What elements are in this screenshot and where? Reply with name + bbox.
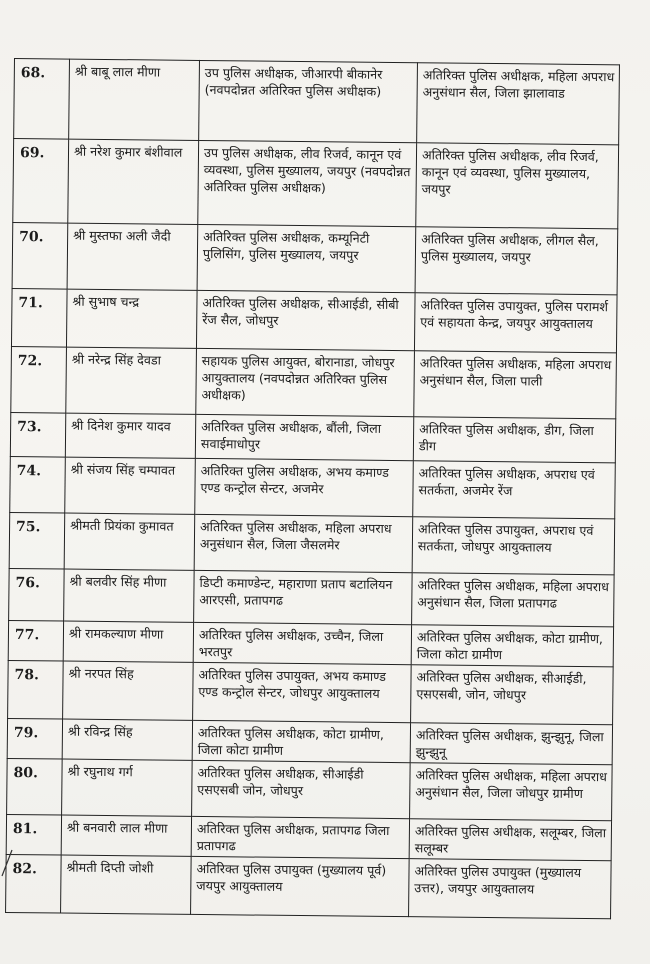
officer-name: श्रीमती प्रियंका कुमावत [64,513,195,570]
serial-number: 79. [7,718,62,759]
new-posting: अतिरिक्त पुलिस अधीक्षक, सलूम्बर, जिला सलूम्बर [409,819,611,861]
table-row [11,346,617,418]
current-posting: अतिरिक्त पुलिस अधीक्षक, बौंली, जिला सवाईमाधोपुर [195,414,413,460]
serial-number: 80. [7,758,63,815]
officer-name: श्रीमती दिप्ती जोशी [61,855,192,914]
serial-number: 72. [11,346,67,413]
new-posting: अतिरिक्त पुलिस उपायुक्त, अपराध एवं सतर्कता, जोधपुर आयुक्तालय [412,517,615,575]
table-row [9,568,615,626]
new-posting: अतिरिक्त पुलिस अधीक्षक, लीव रिजर्व, कानून एवं व्यवस्था, पुलिस मुख्यालय, जयपुर [416,143,619,229]
table-row [8,620,613,666]
officer-name: श्री बलवीर सिंह मीणा [64,569,195,622]
officer-name: श्री नरेन्द्र सिंह देवडा [66,347,197,414]
serial-number: 68. [14,59,70,140]
table-row [7,718,612,764]
new-posting: अतिरिक्त पुलिस उपायुक्त, पुलिस परामर्श एवं सहायता केन्द्र, जयपुर आयुक्तालय [414,293,617,353]
table-row [7,758,613,820]
officer-name: श्री संजय सिंह चम्पावत [65,457,196,514]
current-posting: सहायक पुलिस आयुक्त, बोरानाडा, जोधपुर आयुक्तालय (नवपदोन्नत अतिरिक्त पुलिस अधीक्षक) [196,348,415,416]
current-posting: अतिरिक्त पुलिस अधीक्षक, सीआईडी, सीबी रेंज सैल, जोधपुर [196,290,415,350]
serial-number: 78. [8,660,64,719]
new-posting: अतिरिक्त पुलिस अधीक्षक, महिला अपराध अनुसंधान सैल, जिला प्रतापगढ [412,573,615,627]
table-row [6,854,612,918]
table-row [10,412,615,462]
serial-number: 76. [9,568,65,621]
transfer-table [5,58,620,919]
new-posting: अतिरिक्त पुलिस अधीक्षक, अपराध एवं सतर्कता, अजमेर रेंज [413,461,616,519]
table-row [6,814,611,860]
new-posting: अतिरिक्त पुलिस अधीक्षक, महिला अपराध अनुसंधान सैल, जिला जोधपुर ग्रामीण [410,763,613,821]
current-posting: अतिरिक्त पुलिस अधीक्षक, कम्यूनिटी पुलिसिंग, पुलिस मुख्यालय, जयपुर [197,224,416,292]
new-posting: अतिरिक्त पुलिस अधीक्षक, कोटा ग्रामीण, जिला कोटा ग्रामीण [411,625,613,667]
new-posting: अतिरिक्त पुलिस अधीक्षक, महिला अपराध अनुसंधान सैल, जिला झालावाड [417,63,620,145]
serial-number: 82. [6,854,62,913]
pen-stroke-mark [0,848,14,878]
current-posting: अतिरिक्त पुलिस उपायुक्त (मुख्यालय पूर्व) जयपुर आयुक्तालय [191,856,410,916]
table-row [9,512,615,574]
serial-number: 70. [12,222,68,289]
officer-name: श्री नरपत सिंह [63,661,194,720]
new-posting: अतिरिक्त पुलिस अधीक्षक, सीआईडी, एसएसबी, जोन, जोधपुर [411,665,614,725]
transfer-list [5,58,614,919]
officer-name: श्री रघुनाथ गर्ग [62,759,193,816]
serial-number: 77. [8,620,63,661]
current-posting: अतिरिक्त पुलिस अधीक्षक, उच्चैन, जिला भरतपुर [193,622,411,664]
current-posting: उप पुलिस अधीक्षक, जीआरपी बीकानेर (नवपदोन्नत अतिरिक्त पुलिस अधीक्षक) [199,60,418,142]
serial-number: 69. [13,139,69,224]
current-posting: अतिरिक्त पुलिस उपायुक्त, अभय कमाण्ड एण्ड कन्ट्रोल सेन्टर, जोधपुर आयुक्तालय [193,662,412,722]
new-posting: अतिरिक्त पुलिस अधीक्षक, महिला अपराध अनुसंधान सैल, जिला पाली [414,351,617,419]
table-row [10,456,616,518]
current-posting: अतिरिक्त पुलिस अधीक्षक, सीआईडी एसएसबी जोन, जोधपुर [192,760,411,818]
current-posting: अतिरिक्त पुलिस अधीक्षक, महिला अपराध अनुसंधान सैल, जिला जैसलमेर [194,514,413,572]
table-row [8,660,614,724]
serial-number: 74. [10,456,66,513]
table-row [14,59,620,145]
table-row [13,139,619,229]
officer-name: श्री बाबू लाल मीणा [69,59,200,140]
table-row [12,222,618,294]
current-posting: अतिरिक्त पुलिस अधीक्षक, अभय कमाण्ड एण्ड कन्ट्रोल सेन्टर, अजमेर [195,458,414,516]
new-posting: अतिरिक्त पुलिस अधीक्षक, लीगल सैल, पुलिस मुख्यालय, जयपुर [415,227,618,295]
serial-number: 81. [6,814,61,855]
new-posting: अतिरिक्त पुलिस अधीक्षक, डीग, जिला डीग [413,417,615,463]
serial-number: 73. [10,412,65,457]
current-posting: उप पुलिस अधीक्षक, लीव रिजर्व, कानून एवं व्यवस्था, पुलिस मुख्यालय, जयपुर (नवपदोन्नत अतिरिक्त पुलिस अधीक्षक) [198,140,417,226]
current-posting: अतिरिक्त पुलिस अधीक्षक, कोटा ग्रामीण, जिला कोटा ग्रामीण [192,720,410,762]
officer-name: श्री सुभाष चन्द्र [66,289,197,348]
serial-number: 71. [11,288,67,347]
officer-name: श्री रामकल्याण मीणा [63,621,193,662]
new-posting: अतिरिक्त पुलिस उपायुक्त (मुख्यालय उत्तर), जयपुर आयुक्तालय [409,859,612,919]
serial-number: 75. [9,512,65,569]
officer-name: श्री बनवारी लाल मीणा [61,815,191,856]
current-posting: अतिरिक्त पुलिस अधीक्षक, प्रतापगढ जिला प्रतापगढ [191,816,409,858]
officer-name: श्री मुस्तफा अली जैदी [67,223,198,290]
officer-name: श्री नरेश कुमार बंशीवाल [68,139,199,224]
table-body [6,59,620,919]
officer-name: श्री रविन्द्र सिंह [62,719,192,760]
officer-name: श्री दिनेश कुमार यादव [65,413,195,458]
table-row [11,288,617,352]
current-posting: डिप्टी कमाण्डेन्ट, महाराणा प्रताप बटालियन आरएसी, प्रतापगढ [194,570,413,624]
new-posting: अतिरिक्त पुलिस अधीक्षक, झुन्झुनू, जिला झुन्झुनू [410,723,612,765]
